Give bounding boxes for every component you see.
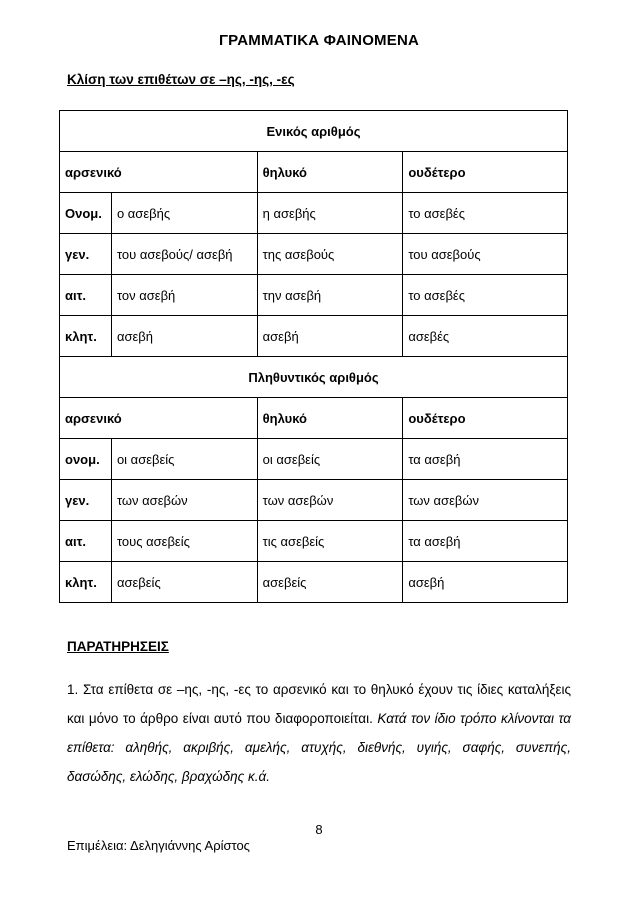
paragraph-text: 1. Στα επίθετα σε –ης, -ης, -ες το αρσενικό και το θηλυκό έχουν τις ίδιες καταλήξεις και μόνο το άρθρο είναι αυτό που διαφοροποιείται. <box>67 682 571 726</box>
header-feminine: θηλυκό <box>257 398 403 439</box>
case-label: γεν. <box>60 234 112 275</box>
table-row <box>60 480 568 521</box>
table-cell: της ασεβούς <box>257 234 403 275</box>
declension-table <box>59 110 568 603</box>
table-cell: ασεβή <box>111 316 257 357</box>
table-cell: του ασεβούς/ ασεβή <box>111 234 257 275</box>
table-cell: τις ασεβείς <box>257 521 403 562</box>
table-cell: τον ασεβή <box>111 275 257 316</box>
table-cell: τα ασεβή <box>403 521 568 562</box>
observations-title: ΠΑΡΑΤΗΡΗΣΕΙΣ <box>67 639 169 654</box>
case-label: ονομ. <box>60 439 112 480</box>
case-label: αιτ. <box>60 521 112 562</box>
table-row <box>60 234 568 275</box>
table-row <box>60 193 568 234</box>
table-cell: ασεβή <box>403 562 568 603</box>
document-title: ΓΡΑΜΜΑΤΙΚΑ ΦΑΙΝΟΜΕΝΑ <box>218 32 420 49</box>
table-cell: των ασεβών <box>257 480 403 521</box>
header-feminine: θηλυκό <box>257 152 403 193</box>
table-cell: ασεβές <box>403 316 568 357</box>
table-cell: ασεβή <box>257 316 403 357</box>
header-neuter: ουδέτερο <box>403 152 568 193</box>
table-cell: ασεβείς <box>111 562 257 603</box>
case-label: κλητ. <box>60 316 112 357</box>
table-row <box>60 521 568 562</box>
table-cell: των ασεβών <box>403 480 568 521</box>
header-masculine: αρσενικό <box>60 152 258 193</box>
table-cell: οι ασεβείς <box>257 439 403 480</box>
table-cell: του ασεβούς <box>403 234 568 275</box>
header-masculine: αρσενικό <box>60 398 258 439</box>
case-label: Ονομ. <box>60 193 112 234</box>
plural-heading: Πληθυντικός αριθμός <box>60 357 568 398</box>
table-cell: την ασεβή <box>257 275 403 316</box>
footer-credit: Επιμέλεια: Δεληγιάννης Αρίστος <box>67 838 250 853</box>
case-label: γεν. <box>60 480 112 521</box>
table-cell: η ασεβής <box>257 193 403 234</box>
table-cell: ο ασεβής <box>111 193 257 234</box>
table-cell: τα ασεβή <box>403 439 568 480</box>
case-label: αιτ. <box>60 275 112 316</box>
plural-heading-row <box>60 357 568 398</box>
table-cell: οι ασεβείς <box>111 439 257 480</box>
page-number: 8 <box>315 822 323 837</box>
table-cell: ασεβείς <box>257 562 403 603</box>
paragraph-italic-text: Κατά τον ίδιο τρόπο κλίνονται τα επίθετα: αληθής, ακριβής, αμελής, ατυχής, διεθνής, υγιής, σαφής, συνεπής, δασώδης, ελώδης, βραχώδης κ.ά. <box>67 711 572 784</box>
case-label: κλητ. <box>60 562 112 603</box>
singular-heading-row <box>60 111 568 152</box>
table-row <box>60 562 568 603</box>
table-cell: το ασεβές <box>403 275 568 316</box>
section-subtitle: Κλίση των επιθέτων σε –ης, -ης, -ες <box>67 72 295 87</box>
header-neuter: ουδέτερο <box>403 398 568 439</box>
table-cell: το ασεβές <box>403 193 568 234</box>
table-row <box>60 316 568 357</box>
table-row <box>60 275 568 316</box>
observations-paragraph <box>67 675 571 791</box>
table-row <box>60 439 568 480</box>
singular-gender-header-row <box>60 152 568 193</box>
plural-gender-header-row <box>60 398 568 439</box>
table-cell: τους ασεβείς <box>111 521 257 562</box>
table-cell: των ασεβών <box>111 480 257 521</box>
singular-heading: Ενικός αριθμός <box>60 111 568 152</box>
